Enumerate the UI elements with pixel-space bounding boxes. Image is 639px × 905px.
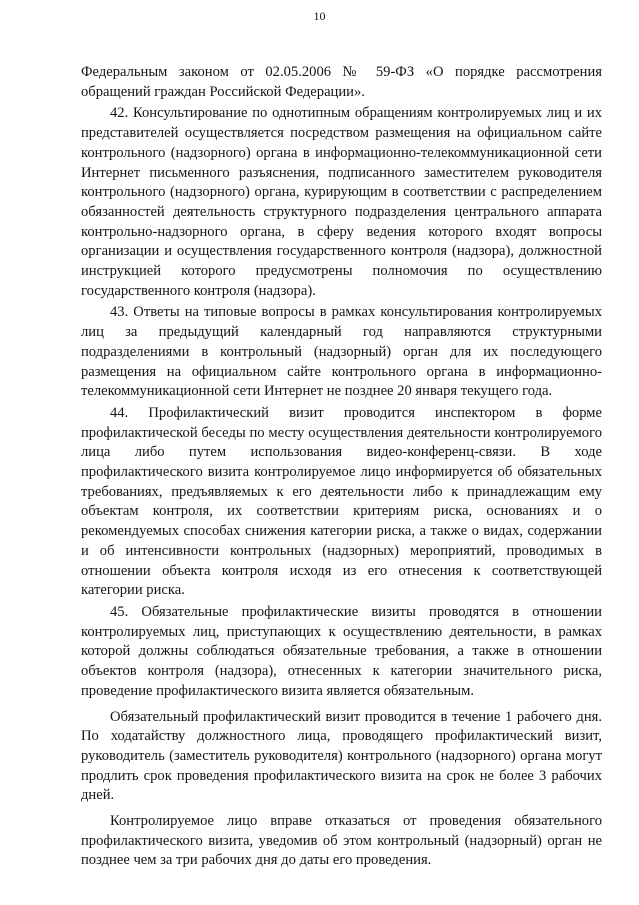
document-body [81,63,602,871]
paragraph-42: 42. Консультирование по однотипным обращениям контролируемых лиц и их представителей осуществляется посредством размещения на официальном сайте контрольного (надзорного) органа в информационно-телекоммуникационной сети Интернет письменного разъяснения, подписанного заместителем руководителя контрольного (надзорного) органа, курирующим в соответствии с распределением обязанностей деятельность структурного подразделения центрального аппарата контрольно-надзорного органа, в сферу ведения которого входят вопросы организации и осуществления государственного контроля (надзора), должностной инструкцией которого предусмотрены полномочия по осуществлению государственного контроля (надзора). [81,105,602,299]
page-number: 10 [313,9,326,23]
paragraph-43: 43. Ответы на типовые вопросы в рамках консультирования контролируемых лиц за предыдущий календарный год направляются структурными подразделениями в контрольный (надзорный) орган для их последующего размещения на официальном сайте контрольного органа в информационно-телекоммуникационной сети Интернет не позднее 20 января текущего года. [81,304,602,400]
paragraph-refusal-right: Контролируемое лицо вправе отказаться от проведения обязательного профилактического визита, уведомив об этом контрольный (надзорный) орган не позднее чем за три рабочих дня до даты его проведения. [81,813,602,869]
paragraph-continuation: Федеральным законом от 02.05.2006 № 59-ФЗ «О порядке рассмотрения обращений граждан Российской Федерации». [81,64,602,100]
paragraph-44: 44. Профилактический визит проводится инспектором в форме профилактической беседы по месту осуществления деятельности контролируемого лица либо путем использования видео-конференц-связи. В ходе профилактического визита контролируемое лицо информируется об обязательных требованиях, предъявляемых к его деятельности либо к принадлежащим ему объектам контроля, их соответствии критериям риска, основаниях и о рекомендуемых способах снижения категории риска, а также о видах, содержании и об интенсивности контрольных (надзорных) мероприятий, проводимых в отношении объекта контроля исходя из его отнесения к соответствующей категории риска. [81,404,602,599]
paragraph-45: 45. Обязательные профилактические визиты проводятся в отношении контролируемых лиц, приступающих к осуществлению деятельности, в рамках которой должны соблюдаться обязательные требования, а также в отношении объектов контроля (надзора), отнесенных к категории значительного риска, проведение профилактического визита является обязательным. [81,603,602,699]
paragraph-mandatory-visit-duration: Обязательный профилактический визит проводится в течение 1 рабочего дня. По ходатайству должностного лица, проводящего профилактический визит, руководитель (заместитель руководителя) контрольного (надзорного) органа могут продлить срок проведения профилактического визита на срок не более 3 рабочих дней. [81,708,602,804]
